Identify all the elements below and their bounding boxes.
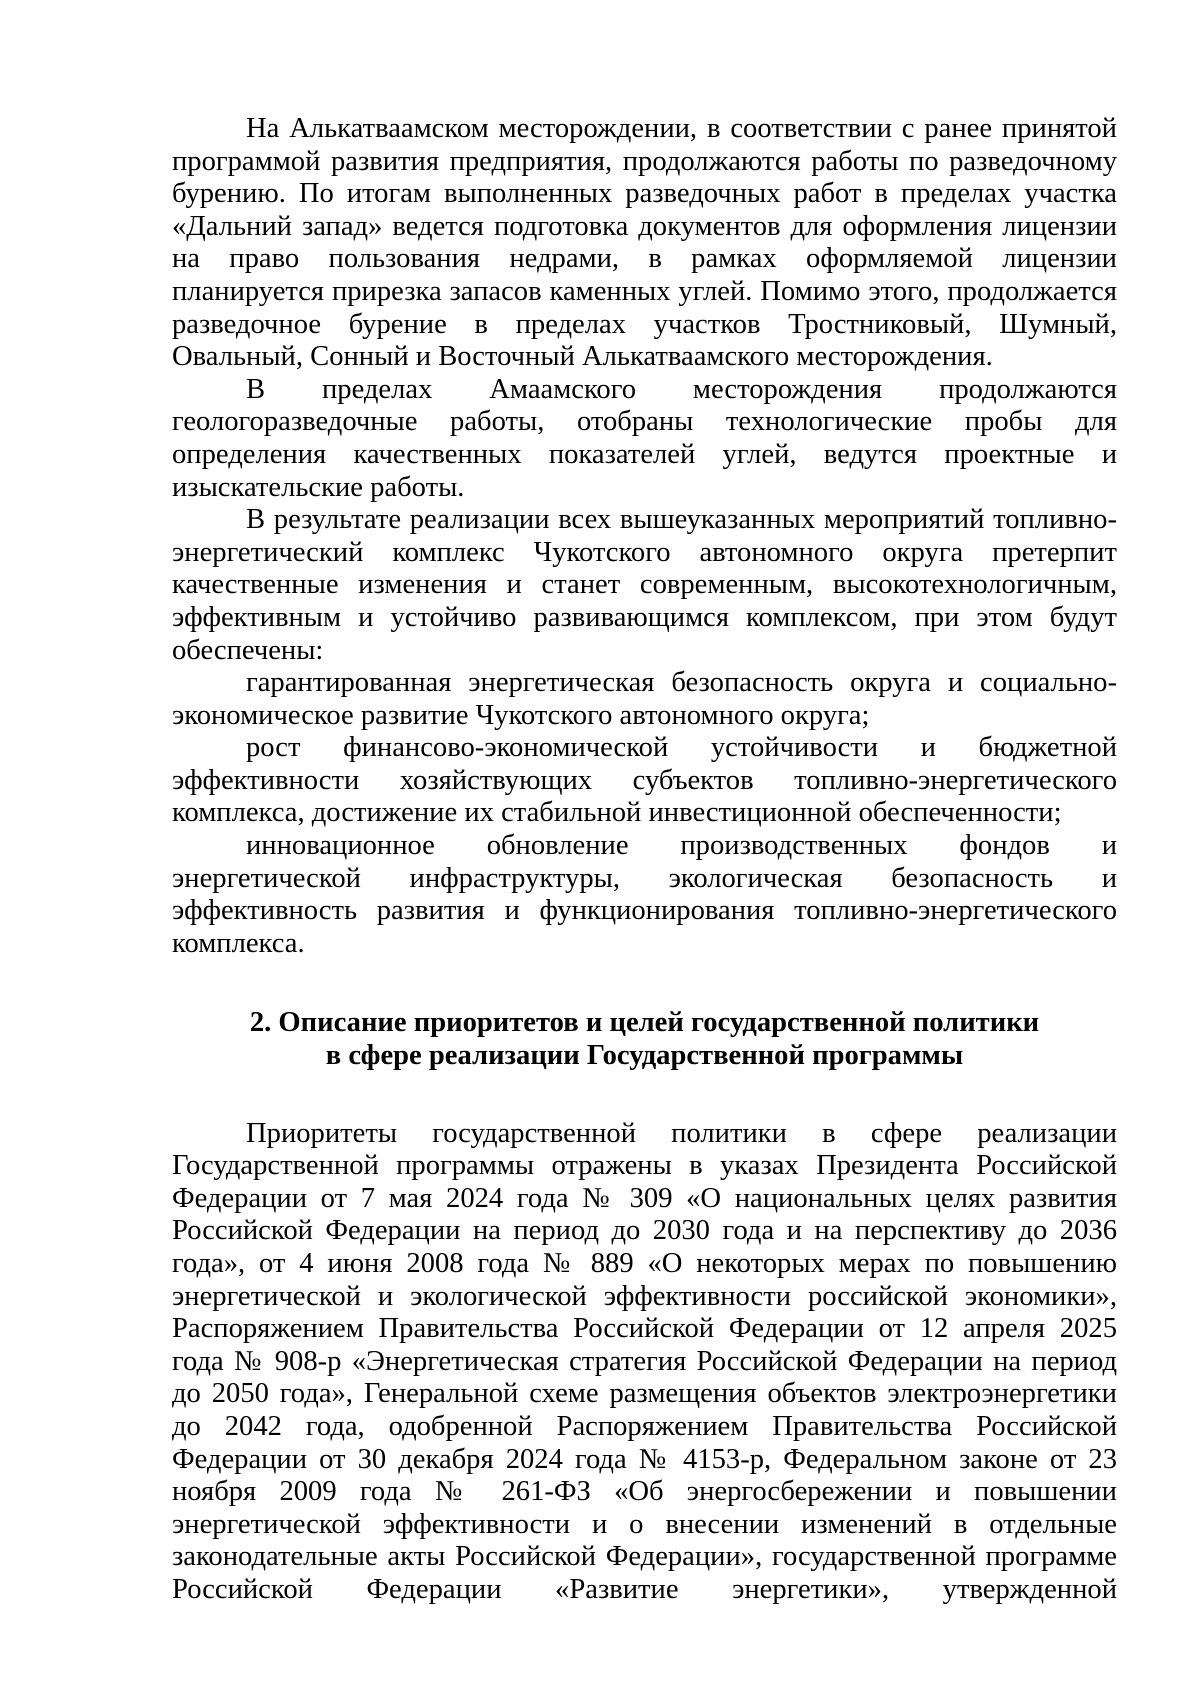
paragraph-results: В результате реализации всех вышеуказанных мероприятий топливно-энергетический комплекс Чукотского автономного округа претерпит качественные изменения и станет современным, высокотехнологичным, эффективным и устойчиво развивающимся комплексом, при этом будут обеспечены: bbox=[172, 504, 1117, 666]
section-heading-line-1: 2. Описание приоритетов и целей государственной политики bbox=[249, 1007, 1040, 1039]
paragraph-priorities: Приоритеты государственной политики в сфере реализации Государственной программы отражены в указах Президента Российской Федерации от 7 мая 2024 года № 309 «О национальных целях развития Российской Федерации на период до 2030 года и на перспективу до 2036 года», от 4 июня 2008 года № 889 «О некоторых мерах по повышению энергетической и экологической эффективности российской экономики», Распоряжением Правительства Российской Федерации от 12 апреля 2025 года № 908-р «Энергетическая стратегия Российской Федерации на период до 2050 года», Генеральной схеме размещения объектов электроэнергетики до 2042 года, одобренной Распоряжением Правительства Российской Федерации от 30 декабря 2024 года № 4153-р, Федеральном законе от 23 ноября 2009 года № 261-ФЗ «Об энергосбережении и повышении энергетической эффективности и о внесении изменений в отдельные законодательные акты Российской Федерации», государственной программе Российской Федерации «Развитие энергетики», утвержденной bbox=[172, 1117, 1117, 1605]
paragraph-alkatvaam: На Алькатваамском месторождении, в соответствии с ранее принятой программой развития предприятия, продолжаются работы по разведочному бурению. По итогам выполненных разведочных работ в пределах участка «Дальний запад» ведется подготовка документов для оформления лицензии на право пользования недрами, в рамках оформляемой лицензии планируется прирезка запасов каменных углей. Помимо этого, продолжается разведочное бурение в пределах участков Тростниковый, Шумный, Овальный, Сонный и Восточный Алькатваамского месторождения. bbox=[172, 113, 1117, 373]
document-page bbox=[172, 113, 1117, 1607]
paragraph-innovation: инновационное обновление производственных фондов и энергетической инфраструктуры, экологическая безопасность и эффективность развития и функционирования топливно-энергетического комплекса. bbox=[172, 830, 1117, 959]
section-heading bbox=[172, 1007, 1117, 1072]
paragraph-amaam: В пределах Амаамского месторождения продолжаются геологоразведочные работы, отобраны технологические пробы для определения качественных показателей углей, ведутся проектные и изыскательские работы. bbox=[172, 373, 1117, 503]
paragraph-growth: рост финансово-экономической устойчивости и бюджетной эффективности хозяйствующих субъектов топливно-энергетического комплекса, достижение их стабильной инвестиционной обеспеченности; bbox=[172, 732, 1117, 829]
section-heading-line-2: в сфере реализации Государственной программы bbox=[325, 1040, 964, 1072]
paragraph-security: гарантированная энергетическая безопасность округа и социально-экономическое развитие Чукотского автономного округа; bbox=[172, 667, 1117, 731]
